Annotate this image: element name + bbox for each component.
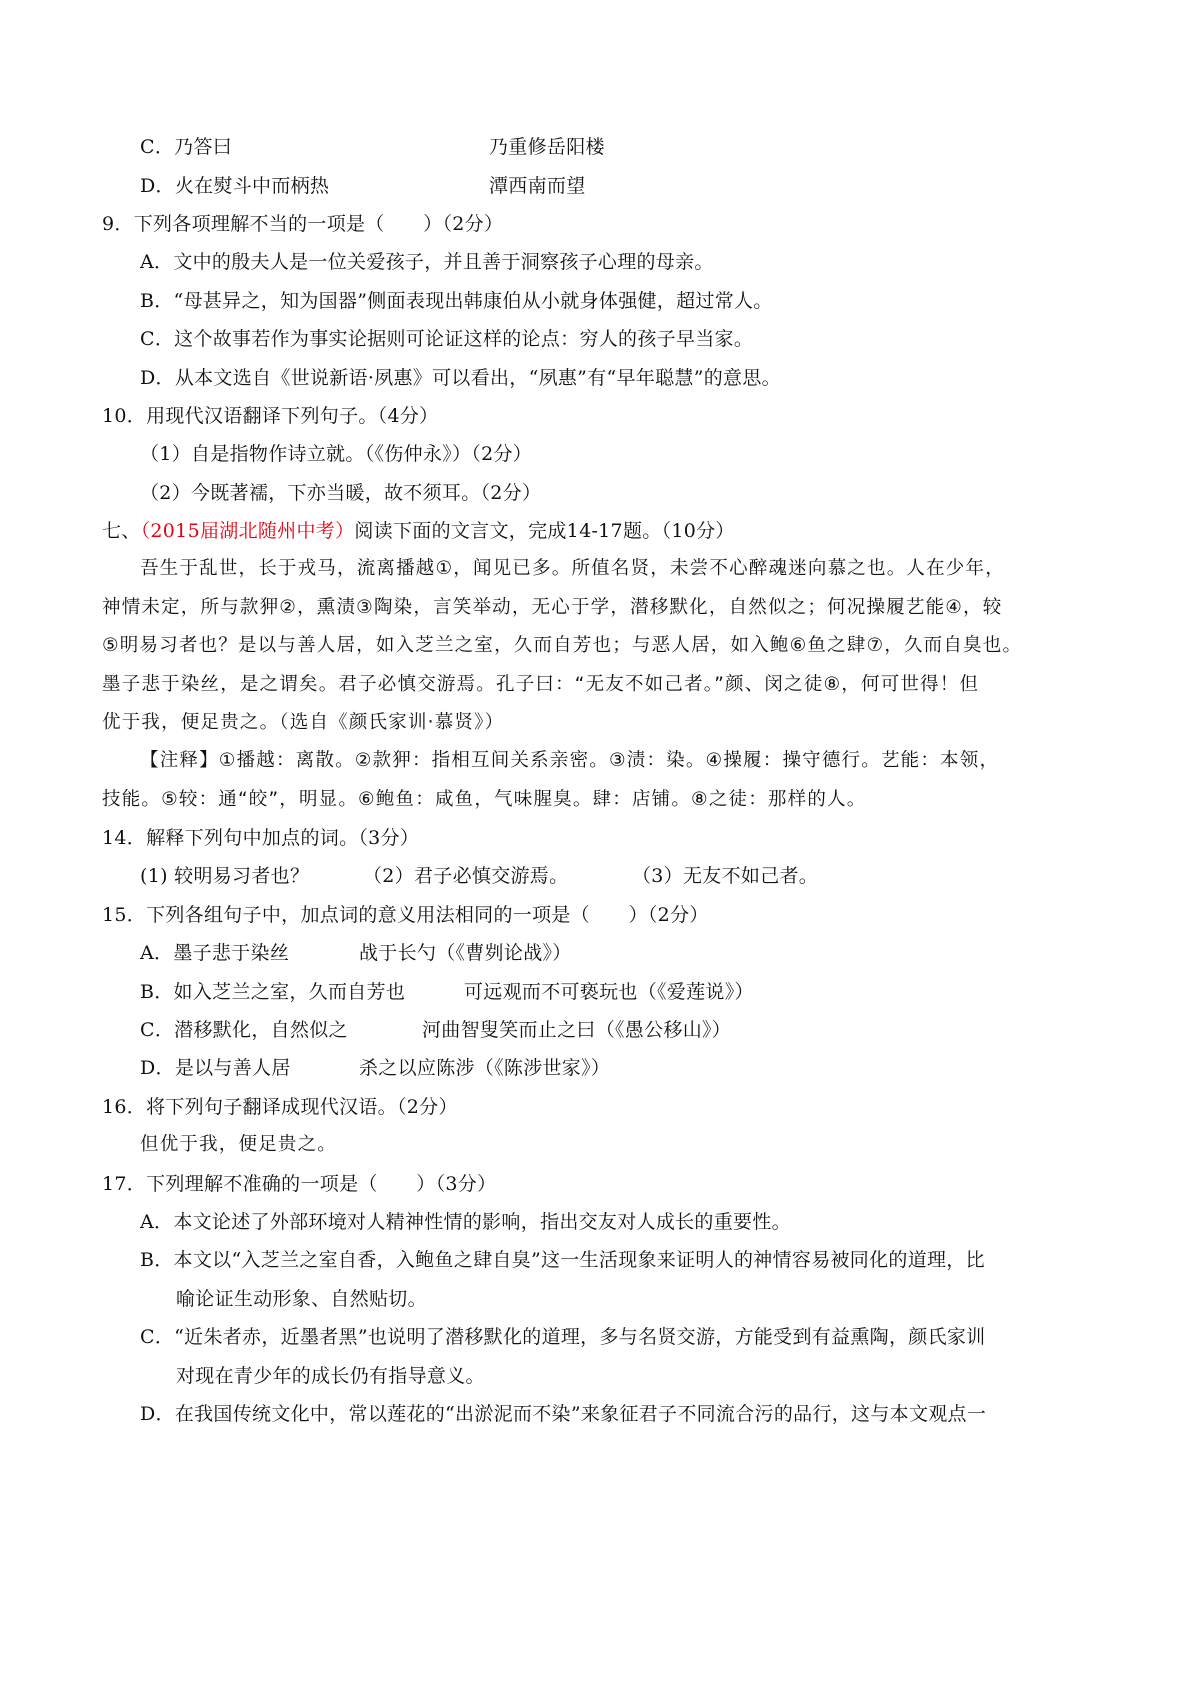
section-7-prefix: 七、 [102, 520, 141, 542]
q14-item-1: (1) 较明易习者也？ [140, 865, 310, 887]
q9-option-c: C．这个故事若作为事实论据则可论证这样的论点：穷人的孩子早当家。 [140, 328, 754, 350]
q8-option-d-left: D．火在熨斗中而柄热 [140, 175, 330, 197]
q9-option-a: A．文中的殷夫人是一位关爱孩子，并且善于洞察孩子心理的母亲。 [140, 251, 714, 273]
q17-option-a: A．本文论述了外部环境对人精神性情的影响，指出交友对人成长的重要性。 [140, 1211, 791, 1233]
q15-option-c-left: C．潜移默化，自然似之 [140, 1019, 348, 1041]
passage-line-5: 优于我，便足贵之。（选自《颜氏家训·慕贤》） [102, 712, 505, 733]
section-7-heading [102, 519, 735, 543]
q17-stem: 17．下列理解不准确的一项是（ ）（3分） [102, 1173, 497, 1195]
q17-option-c-line-2: 对现在青少年的成长仍有指导意义。 [176, 1365, 485, 1387]
q8-option-c-left: C．乃答曰 [140, 136, 233, 158]
q9-stem: 9．下列各项理解不当的一项是（ ）（2分） [102, 213, 504, 235]
q15-option-b-left: B．如入芝兰之室，久而自芳也 [140, 981, 406, 1003]
passage-line-4: 墨子悲于染丝，是之谓矣。君子必慎交游焉。孔子曰：“无友不如己者。”颜、闵之徒⑧，何可世得！但 [102, 674, 980, 695]
q17-option-b-line-1: B．本文以“入芝兰之室自香，入鲍鱼之肆自臭”这一生活现象来证明人的神情容易被同化的道理，比 [140, 1249, 985, 1271]
section-7-source: （2015届湖北随州中考） [140, 520, 355, 542]
q14-item-3: （3）无友不如己者。 [632, 865, 819, 887]
q17-option-c-line-1: C．“近朱者赤，近墨者黑”也说明了潜移默化的道理，多与名贤交游，方能受到有益熏陶，颜氏家训 [140, 1326, 986, 1348]
passage-line-1: 吾生于乱世，长于戎马，流离播越①，闻见已多。所值名贤，未尝不心醉魂迷向慕之也。人在少年， [140, 558, 1005, 579]
q15-option-a-left: A．墨子悲于染丝 [140, 942, 290, 964]
q17-option-d-line-1: D．在我国传统文化中，常以莲花的“出淤泥而不染”来象征君子不同流合污的品行，这与本文观点一 [140, 1403, 987, 1425]
q10-sentence-2: （2）今既著襦，下亦当暖，故不须耳。（2分） [140, 482, 542, 504]
notes-line-1: 【注释】①播越：离散。②款狎：指相互间关系亲密。③渍：染。④操履：操守德行。艺能：本领， [140, 750, 1000, 771]
q8-option-c [140, 135, 232, 159]
q17-option-b-line-2: 喻论证生动形象、自然贴切。 [176, 1288, 427, 1310]
q16-stem: 16．将下列句子翻译成现代汉语。（2分） [102, 1096, 458, 1118]
q15-option-c-right: 河曲智叟笑而止之曰（《愚公移山》） [422, 1019, 732, 1041]
q10-sentence-1: （1）自是指物作诗立就。（《伤仲永》）（2分） [140, 443, 533, 465]
q9-option-b: B．“母甚异之，知为国器”侧面表现出韩康伯从小就身体强健，超过常人。 [140, 290, 773, 312]
section-7-instruction: 阅读下面的文言文，完成14-17题。（10分） [354, 520, 735, 542]
q14-stem: 14．解释下列句中加点的词。（3分） [102, 827, 420, 849]
q10-stem: 10．用现代汉语翻译下列句子。（4分） [102, 405, 439, 427]
q9-option-d: D．从本文选自《世说新语·夙惠》可以看出，“夙惠”有“早年聪慧”的意思。 [140, 367, 781, 389]
passage-line-2: 神情未定，所与款狎②，熏渍③陶染，言笑举动，无心于学，潜移默化，自然似之；何况操履艺能④，较 [102, 597, 1003, 618]
q15-option-d-left: D．是以与善人居 [140, 1057, 291, 1079]
q8-option-d-right: 潭西南而望 [489, 175, 586, 197]
q8-option-d [140, 174, 329, 198]
passage-line-3: ⑤明易习者也？是以与善人居，如入芝兰之室，久而自芳也；与恶人居，如入鲍⑥鱼之肆⑦，久而自臭也。 [102, 635, 1023, 656]
q15-option-a-right: 战于长勺（《曹刿论战》） [359, 942, 572, 964]
notes-line-2: 技能。⑤较：通“皎”，明显。⑥鲍鱼：咸鱼，气味腥臭。肆：店铺。⑧之徒：那样的人。 [102, 789, 867, 810]
q15-option-b-right: 可远观而不可亵玩也（《爱莲说》） [464, 981, 754, 1003]
q16-sentence: 但优于我，便足贵之。 [140, 1134, 338, 1155]
q15-stem: 15．下列各组句子中，加点词的意义用法相同的一项是（ ）（2分） [102, 904, 709, 926]
q15-option-d-right: 杀之以应陈涉（《陈涉世家》） [359, 1057, 611, 1079]
q14-item-2: （2）君子必慎交游焉。 [363, 865, 569, 887]
q8-option-c-right: 乃重修岳阳楼 [489, 136, 605, 158]
